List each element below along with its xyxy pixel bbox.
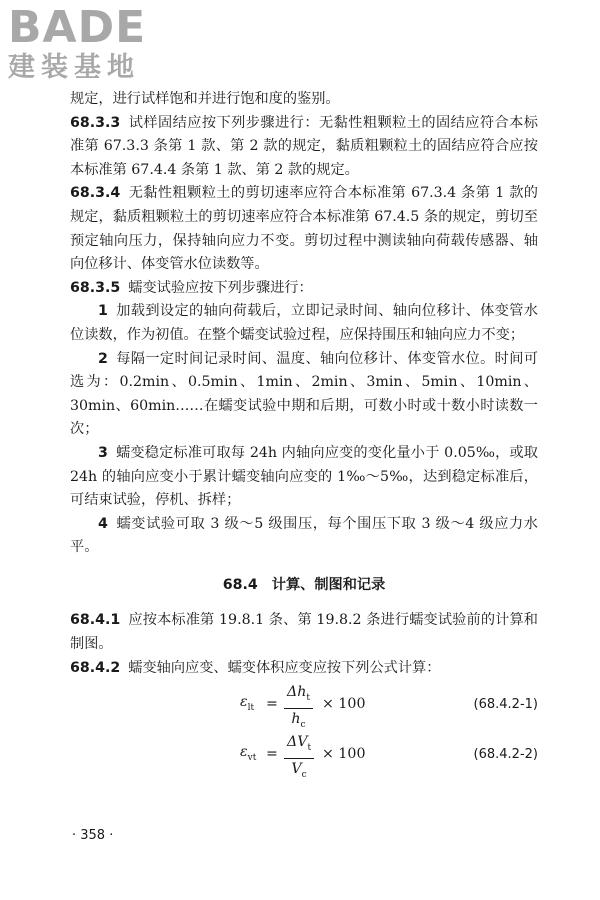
item-text: 每隔一定时间记录时间、温度、轴向位移计、体变管水位。时间可选为：0.2min、0.5min、1min、2min、3min、5min、10min、30min、60min……在蠕变试验中期和后期，可数小时或十数小时读数一次； (70, 350, 538, 438)
clause-68-3-5 (70, 277, 538, 301)
formula-volume-strain (70, 730, 538, 780)
clause-68-4-2 (70, 657, 538, 681)
clause-68-4-1 (70, 609, 538, 656)
list-item (70, 348, 538, 442)
logo-brand-text: BADE (8, 2, 147, 53)
logo-subtitle: 建装基地 (8, 52, 140, 83)
list-item (70, 300, 538, 347)
clause-text: 蠕变试验应按下列步骤进行： (128, 279, 313, 296)
clause-number: 68.3.3 (70, 114, 121, 131)
section-number: 68.4 (222, 576, 258, 593)
clause-text: 应按本标准第 19.8.1 条、第 19.8.2 条进行蠕变试验前的计算和制图。 (70, 612, 538, 653)
item-number: 1 (98, 303, 108, 320)
section-title: 计算、制图和记录 (271, 576, 386, 593)
fraction-numerator: $\Delta V_t$ (284, 732, 314, 759)
continuation-paragraph: 规定，进行试样饱和并进行饱和度的鉴别。 (70, 91, 340, 107)
fraction-denominator: $V_c$ (291, 761, 307, 780)
clause-number: 68.3.5 (70, 279, 121, 296)
clause-number: 68.3.4 (70, 185, 121, 202)
formula-lhs: $\varepsilon_{vt}$ (240, 743, 257, 763)
equals-sign: = (266, 696, 278, 713)
section-heading (70, 574, 538, 598)
item-number: 2 (98, 350, 108, 367)
formula-number: (68.4.2-2) (473, 747, 538, 763)
formula-multiplier: × 100 (322, 746, 366, 763)
formula-axial-strain (70, 680, 538, 730)
brand-logo (8, 4, 178, 90)
clause-number: 68.4.2 (70, 659, 121, 676)
formula-lhs: $\varepsilon_{lt}$ (240, 693, 255, 713)
list-item (70, 442, 538, 513)
formula-fraction (284, 732, 314, 785)
document-body (70, 88, 538, 780)
item-number: 4 (98, 515, 108, 532)
item-text: 加载到设定的轴向荷载后，立即记录时间、轴向位移计、体变管水位读数，作为初值。在整个蠕变试验过程，应保持围压和轴向应力不变； (70, 303, 538, 343)
list-item (70, 513, 538, 560)
clause-68-3-3 (70, 112, 538, 183)
clause-text: 试样固结应按下列步骤进行：无黏性粗颗粒土的固结应符合本标准第 67.3.3 条第 1 款、第 2 款的规定，黏质粗颗粒土的固结应符合应按本标准第 67.4.4 条第 1 款、第 2 款的规定。 (70, 114, 538, 178)
item-text: 蠕变试验可取 3 级～5 级围压，每个围压下取 3 级～4 级应力水平。 (70, 515, 538, 556)
clause-text: 蠕变轴向应变、蠕变体积应变应按下列公式计算： (128, 659, 441, 676)
formula-multiplier: × 100 (322, 696, 366, 713)
formula-fraction (284, 682, 313, 735)
equals-sign: = (266, 746, 278, 763)
page-number: · 358 · (72, 828, 114, 843)
clause-68-3-4 (70, 182, 538, 276)
fraction-numerator: $\Delta h_t$ (284, 682, 313, 709)
clause-number: 68.4.1 (70, 612, 121, 629)
item-text: 蠕变稳定标准可取每 24h 内轴向应变的变化量小于 0.05‰，或取 24h 的轴向应变小于累计蠕变轴向应变的 1‰～5‰，达到稳定标准后，可结束试验，停机、拆样； (70, 444, 538, 509)
clause-text: 无黏性粗颗粒土的剪切速率应符合本标准第 67.3.4 条第 1 款的规定，黏质粗颗粒土的剪切速率应符合本标准第 67.4.5 条的规定，剪切至预定轴向压力，保持轴向应力不变。剪切过程中测读轴向荷载传感器、轴向位移计、体变管水位读数等。 (70, 185, 538, 273)
formula-number: (68.4.2-1) (473, 697, 538, 713)
fraction-denominator: $h_c$ (291, 711, 306, 730)
item-number: 3 (98, 444, 108, 461)
